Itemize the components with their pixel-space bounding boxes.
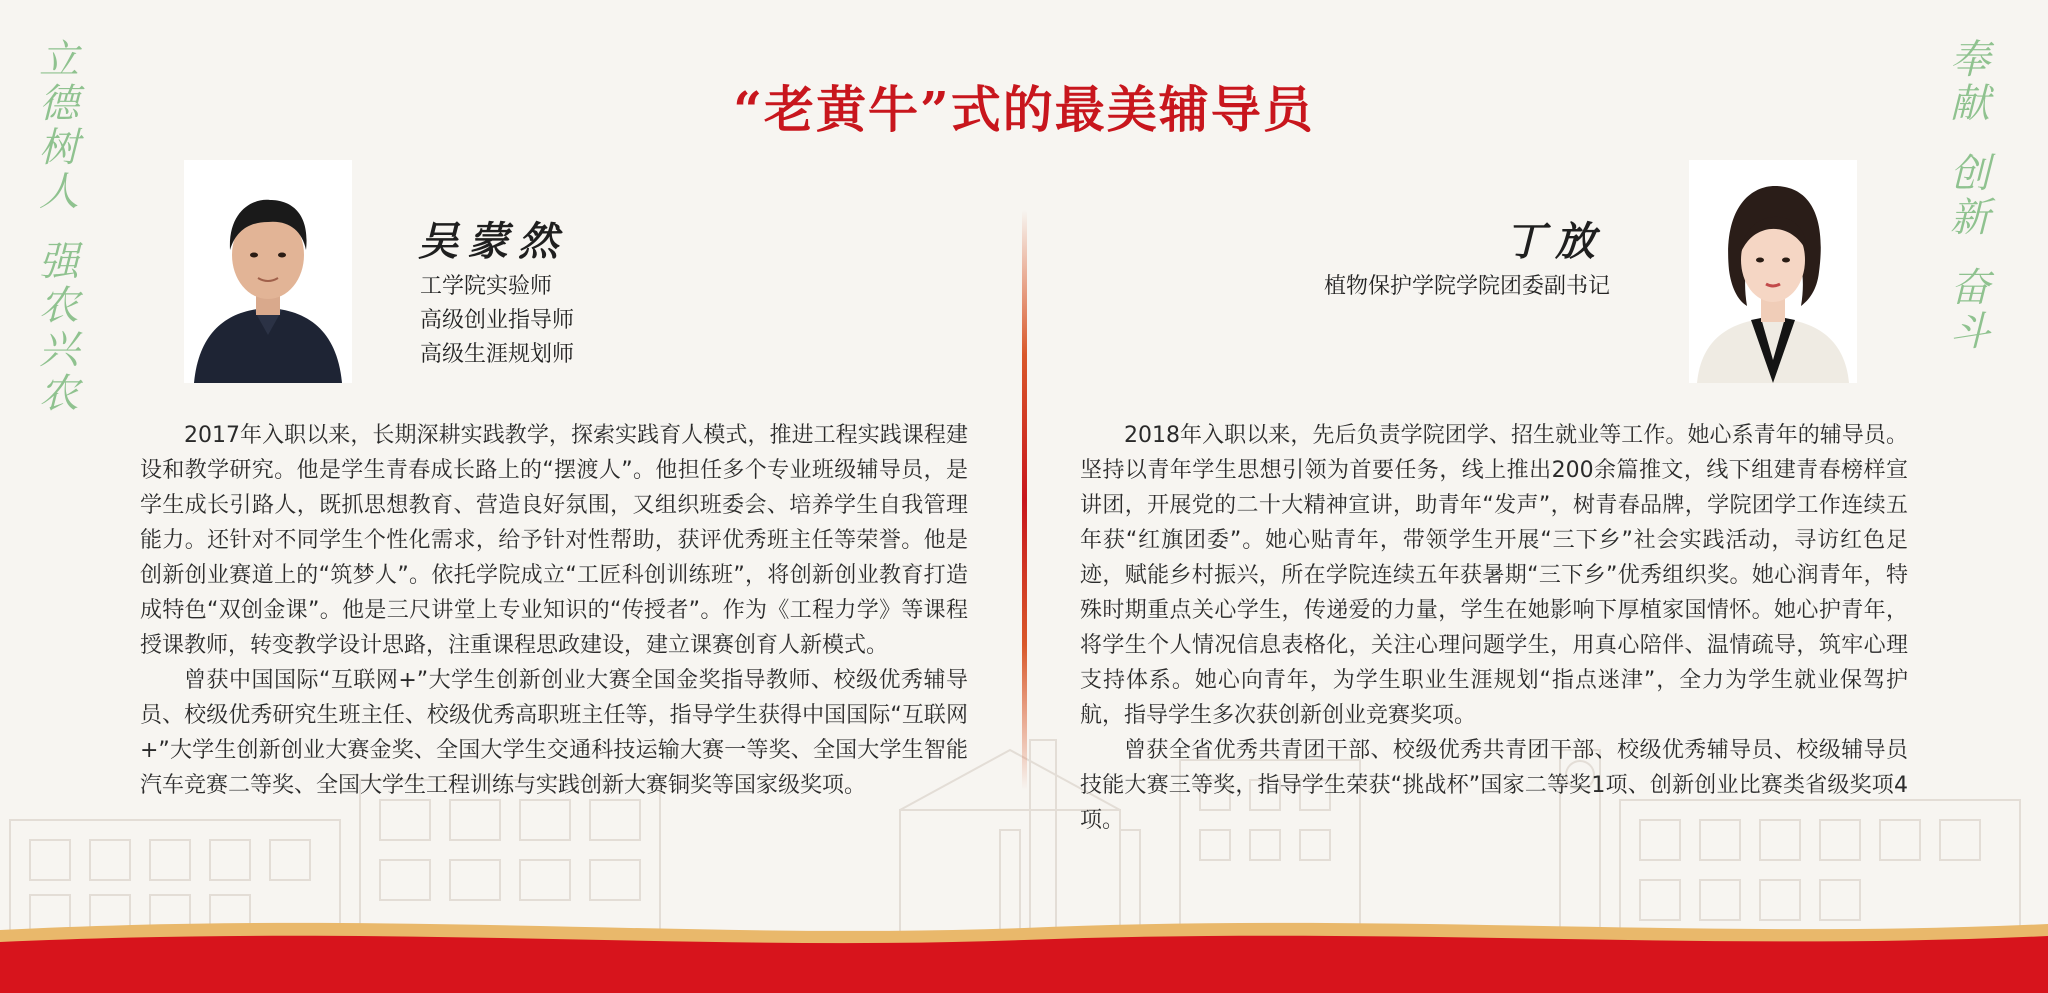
slogan-char: 强 — [39, 239, 79, 285]
slogan-char: 新 — [1950, 195, 1990, 241]
role-line: 高级创业指导师 — [420, 308, 575, 333]
portrait-photo-right — [1689, 160, 1857, 383]
bio-right — [1080, 418, 1908, 838]
slogan-char: 奉 — [1950, 37, 1990, 83]
bio-paragraph: 曾获全省优秀共青团干部、校级优秀共青团干部、校级优秀辅导员、校级辅导员技能大赛三等奖，指导学生荣获“挑战杯”国家二等奖1项、创新创业比赛类省级奖项4项。 — [1080, 738, 1908, 833]
slogan-char: 兴 — [39, 327, 79, 373]
person-name-left: 吴蒙然 — [418, 218, 568, 265]
role-line: 高级生涯规划师 — [420, 342, 575, 367]
slogan-char: 奋 — [1950, 265, 1990, 311]
slogan-char: 农 — [39, 371, 79, 417]
bottom-red-wave — [0, 900, 2048, 993]
person-name-right: 丁放 — [1505, 218, 1605, 265]
bio-left — [140, 418, 968, 803]
portrait-photo-left — [184, 160, 352, 383]
poster-title: “老黄牛”式的最美辅导员 — [733, 80, 1315, 139]
bio-paragraph: 2018年入职以来，先后负责学院团学、招生就业等工作。她心系青年的辅导员。坚持以青年学生思想引领为首要任务，线上推出200余篇推文，线下组建青春榜样宣讲团，开展党的二十大精神宣讲，助青年“发声”，树青春品牌，学院团学工作连续五年获“红旗团委”。她心贴青年，带领学生开展“三下乡”社会实践活动，寻访红色足迹，赋能乡村振兴，所在学院连续五年获暑期“三下乡”优秀组织奖。她心润青年，特殊时期重点关心学生，传递爱的力量，学生在她影响下厚植家国情怀。她心护青年，将学生个人情况信息表格化，关注心理问题学生，用真心陪伴、温情疏导，筑牢心理支持体系。她心向青年，为学生职业生涯规划“指点迷津”，全力为学生就业保驾护航，指导学生多次获创新创业竞赛奖项。 — [1080, 423, 1908, 728]
person-roles-left — [420, 270, 574, 372]
slogan-char: 创 — [1950, 151, 1990, 197]
slogan-char: 人 — [39, 169, 79, 215]
role-line: 工学院实验师 — [420, 274, 553, 299]
role-line: 植物保护学院学院团委副书记 — [1323, 274, 1610, 299]
person-roles-right — [1288, 270, 1610, 304]
slogan-char: 农 — [39, 283, 79, 329]
slogan-char: 献 — [1950, 81, 1990, 127]
slogan-char: 斗 — [1950, 309, 1990, 355]
slogan-char: 立 — [39, 37, 79, 83]
slogan-char: 树 — [39, 125, 79, 171]
center-divider-line — [1022, 210, 1027, 790]
bio-paragraph: 2017年入职以来，长期深耕实践教学，探索实践育人模式，推进工程实践课程建设和教学研究。他是学生青春成长路上的“摆渡人”。他担任多个专业班级辅导员，是学生成长引路人，既抓思想教育、营造良好氛围，又组织班委会、培养学生自我管理能力。还针对不同学生个性化需求，给予针对性帮助，获评优秀班主任等荣誉。他是创新创业赛道上的“筑梦人”。依托学院成立“工匠科创训练班”，将创新创业教育打造成特色“双创金课”。他是三尺讲堂上专业知识的“传授者”。作为《工程力学》等课程授课教师，转变教学设计思路，注重课程思政建设，建立课赛创育人新模式。 — [140, 423, 968, 658]
slogan-char: 德 — [39, 81, 79, 127]
bio-paragraph: 曾获中国国际“互联网+”大学生创新创业大赛全国金奖指导教师、校级优秀辅导员、校级优秀研究生班主任、校级优秀高职班主任等，指导学生获得中国国际“互联网+”大学生创新创业大赛金奖、全国大学生交通科技运输大赛一等奖、全国大学生智能汽车竞赛二等奖、全国大学生工程训练与实践创新大赛铜奖等国家级奖项。 — [140, 668, 968, 798]
